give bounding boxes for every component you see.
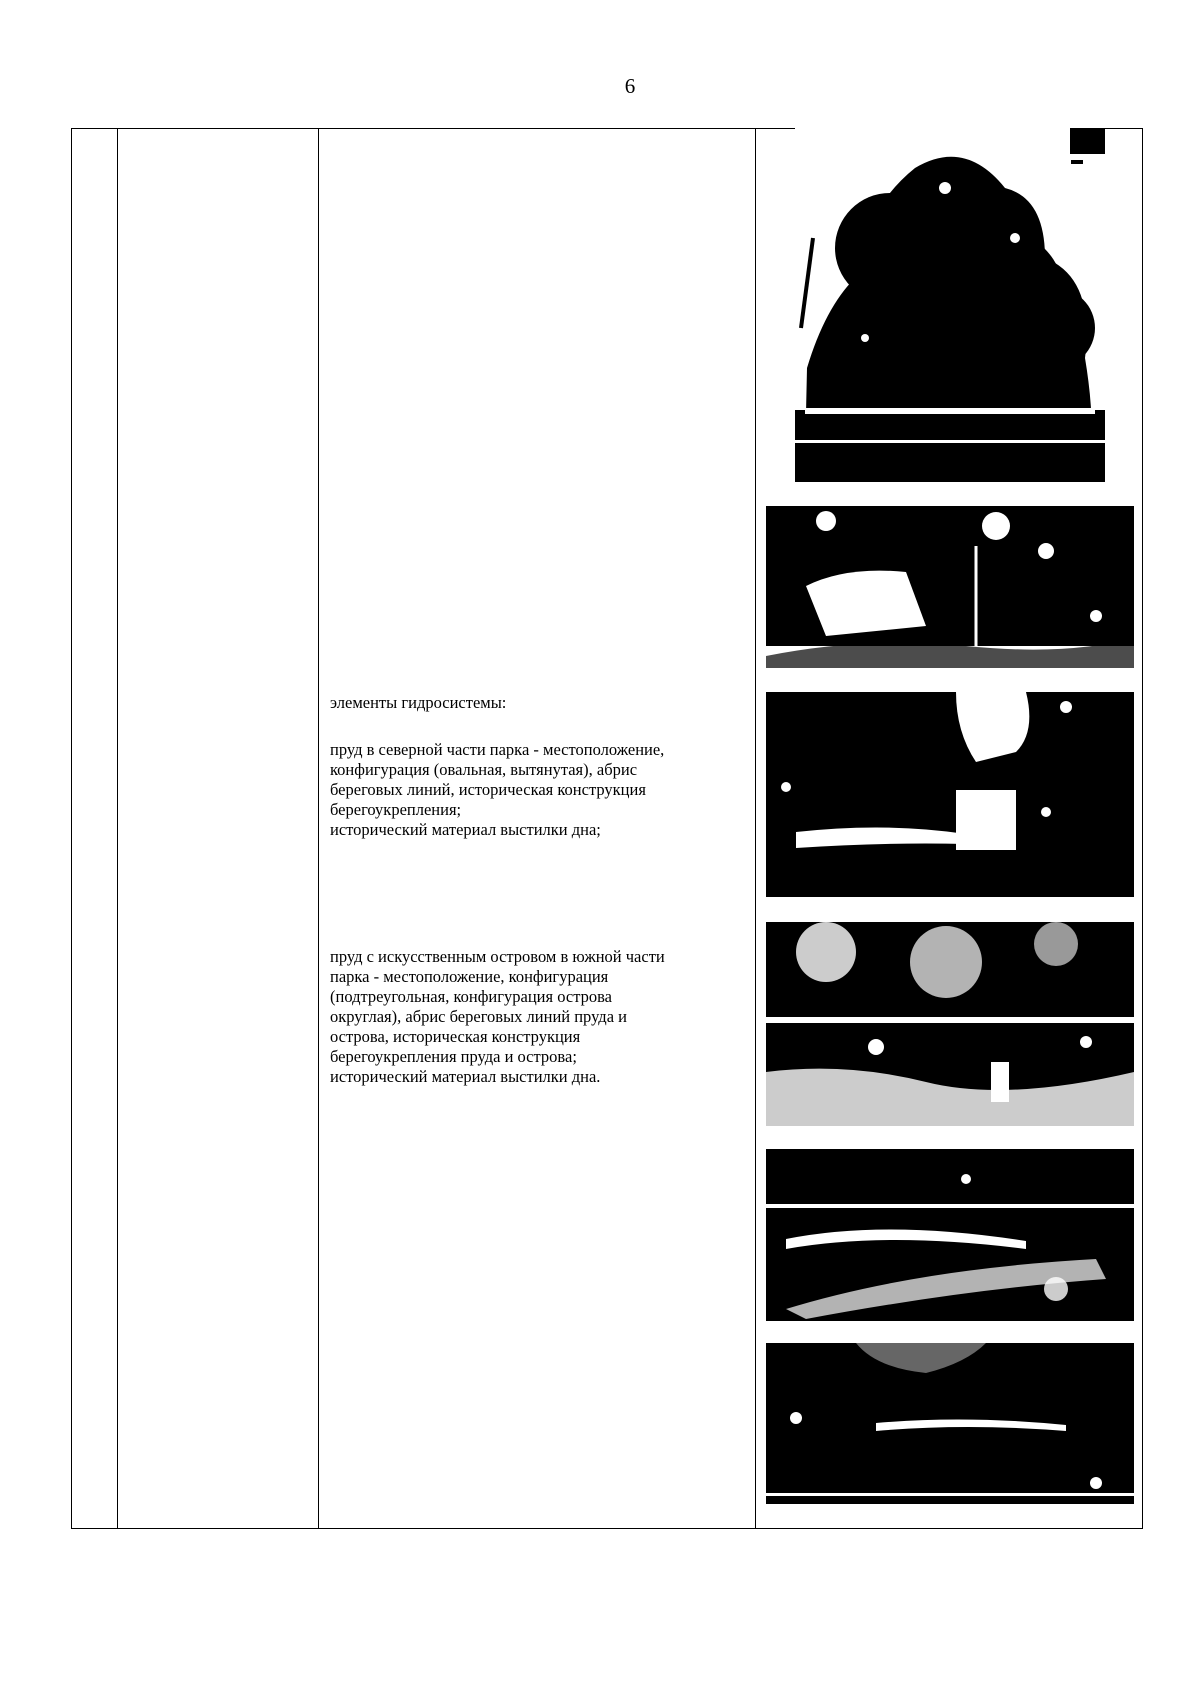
text-line: острова, историческая конструкция [330,1027,581,1046]
text-line: берегоукрепления; [330,800,462,819]
text-line: пруд с искусственным островом в южной части [330,947,665,966]
text-line: (подтреугольная, конфигурация острова [330,987,612,1006]
page-number: 6 [624,74,636,98]
text-line: пруд в северной части парка - местоположение, [330,740,665,759]
photo-tree-canopy [795,128,1105,482]
text-line: парка - местоположение, конфигурация [330,967,609,986]
column-divider-2 [318,128,319,1529]
photo-pond-bank [766,1149,1134,1321]
text-line: округлая), абрис береговых линий пруда и [330,1007,627,1026]
hydro-elements-heading: элементы гидросистемы: [330,693,507,712]
text-line: берегоукрепления пруда и острова; [330,1047,577,1066]
text-line: исторический материал выстилки дна. [330,1067,601,1086]
text-line: конфигурация (овальная, вытянутая), абрис [330,760,638,779]
text-line: исторический материал выстилки дна; [330,820,601,839]
column-divider-1 [117,128,118,1529]
photo-pond-north-view [766,692,1134,897]
photo-pond-island [766,922,1134,1126]
text-line: береговых линий, историческая конструкция [330,780,646,799]
pond-south-description [330,947,760,1087]
photo-pond-panorama [766,1343,1134,1504]
photo-park-pavilion [766,506,1134,668]
pond-north-description [330,740,760,840]
